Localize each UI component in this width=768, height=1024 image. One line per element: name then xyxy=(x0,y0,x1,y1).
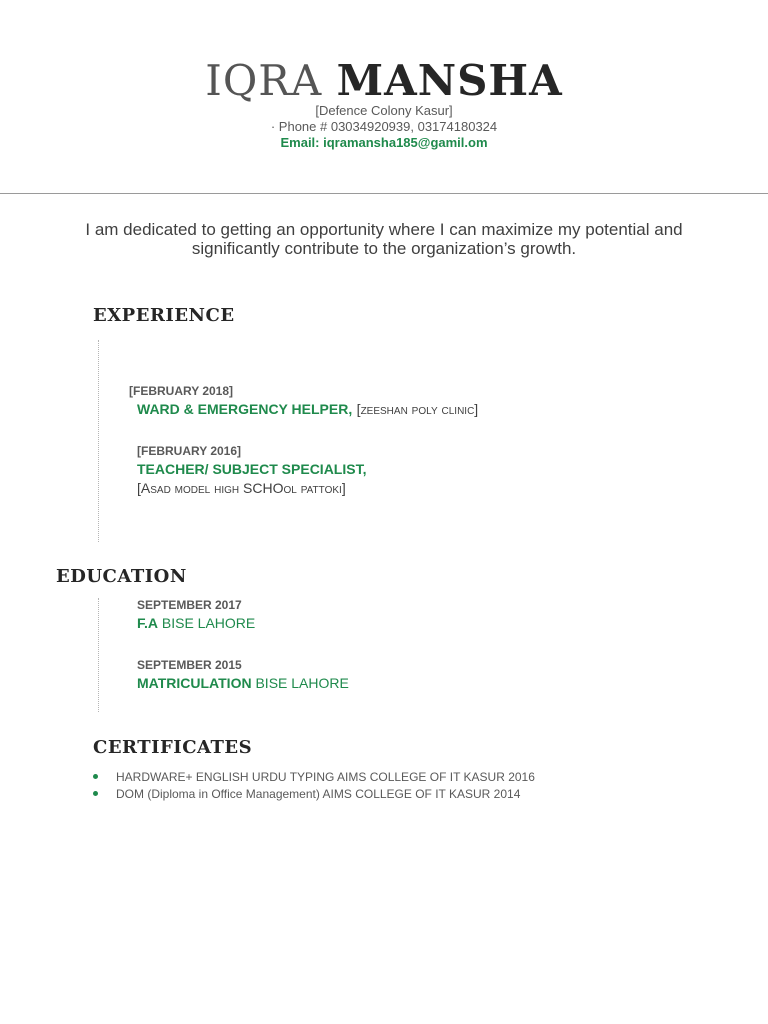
experience-heading: EXPERIENCE xyxy=(93,305,235,326)
address: [Defence Colony Kasur] xyxy=(315,103,453,118)
experience-role: WARD & EMERGENCY HELPER, xyxy=(137,401,353,417)
experience-org: Asad model high SCHOol pattoki xyxy=(140,480,342,496)
experience-date: [FEBRUARY 2018] xyxy=(129,384,234,398)
experience-role: TEACHER/ SUBJECT SPECIALIST, xyxy=(137,461,367,477)
experience-date: [FEBRUARY 2016] xyxy=(137,444,242,458)
experience-org: zeeshan poly clinic xyxy=(360,401,475,417)
experience-item-title: WARD & EMERGENCY HELPER, [zeeshan poly clinic] xyxy=(137,401,479,417)
experience-item: [FEBRUARY 2016] TEACHER/ SUBJECT SPECIALIST, [Asad model high SCHOol pattoki] xyxy=(137,444,367,496)
first-name: IQRA xyxy=(205,56,323,105)
certificates-heading: CERTIFICATES xyxy=(93,737,253,758)
education-timeline-line xyxy=(98,598,99,712)
education-item xyxy=(137,598,255,631)
experience-timeline-line xyxy=(98,340,99,542)
bullet-icon xyxy=(93,774,98,779)
education-board: BISE LAHORE xyxy=(161,615,256,631)
certificate-item: HARDWARE+ ENGLISH URDU TYPING AIMS COLLEGE OF IT KASUR 2016 xyxy=(116,770,535,784)
education-board: BISE LAHORE xyxy=(255,675,349,691)
candidate-name xyxy=(0,56,768,106)
experience-item xyxy=(129,384,233,398)
education-date: SEPTEMBER 2017 xyxy=(137,598,242,612)
phone: · Phone # 03034920939, 03174180324 xyxy=(270,119,498,134)
certificate-item: DOM (Diploma in Office Management) AIMS COLLEGE OF IT KASUR 2014 xyxy=(116,787,521,801)
education-degree: MATRICULATION xyxy=(137,675,252,691)
last-name: MANSHA xyxy=(336,56,563,105)
objective-statement: I am dedicated to getting an opportunity where I can maximize my potential and significantly contribute to the organization’s growth. xyxy=(85,220,683,258)
bullet-icon xyxy=(93,791,98,796)
education-item xyxy=(137,658,349,691)
education-heading: EDUCATION xyxy=(56,566,187,587)
email: Email: iqramansha185@gamil.om xyxy=(280,135,488,150)
education-degree: F.A xyxy=(137,615,158,631)
education-date: SEPTEMBER 2015 xyxy=(137,658,242,672)
header-divider xyxy=(0,193,768,194)
